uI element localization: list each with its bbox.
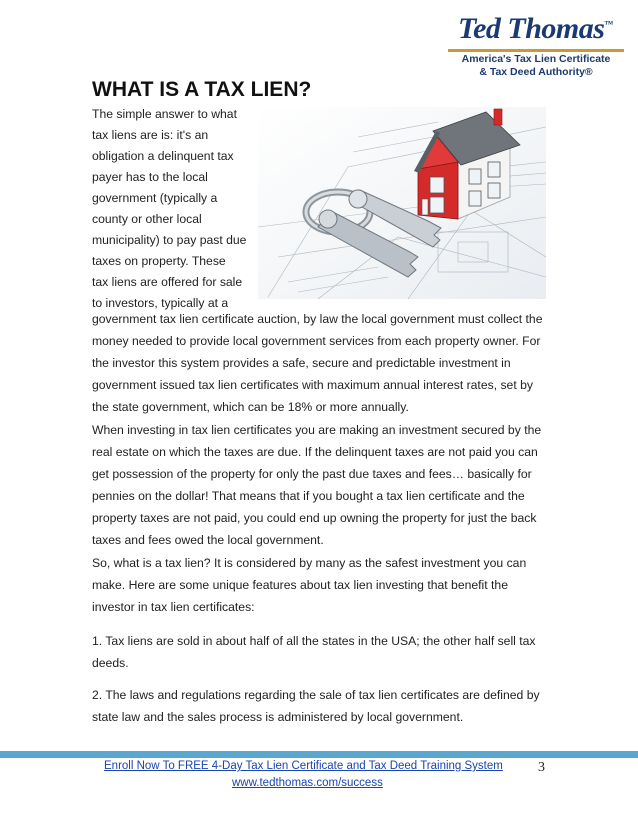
intro-line: county or other local [92,212,202,226]
intro-line: obligation a delinquent tax [92,149,234,163]
ted-thomas-logo [440,10,630,76]
page-number: 3 [538,760,545,775]
intro-line: government (typically a [92,191,218,205]
intro-line: municipality) to pay past due [92,233,247,247]
enroll-link[interactable]: Enroll Now To FREE 4-Day Tax Lien Certificate and Tax Deed Training System [104,760,503,772]
paragraph: When investing in tax lien certificates you are making an investment secured by the real estate on which the taxes are due. If the delinquent taxes are not paid you can get possession of the property for only the past due taxes and fees… basically for pennies on the dollar! That means that if you bought a tax lien certificate and the property taxes are not paid, you could end up owning the property for just the back taxes and fees owed the local government. [92,423,542,547]
intro-line: taxes on property. These [92,254,226,268]
page-title: WHAT IS A TAX LIEN? [92,78,312,101]
logo-name: Ted Thomas™ [458,12,613,45]
website-link[interactable]: www.tedthomas.com/success [232,777,383,789]
paragraph: 1. Tax liens are sold in about half of all the states in the USA; the other half sell tax deeds. [92,634,536,670]
paragraph: 2. The laws and regulations regarding the sale of tax lien certificates are defined by state law and the sales process is administered by local government. [92,688,540,724]
logo-tagline-line1: America's Tax Lien Certificate [461,53,611,65]
logo-tagline-line2: & Tax Deed Authority® [479,66,593,78]
logo-rule [448,49,624,52]
paragraph: So, what is a tax lien? It is considered by many as the safest investment you can make. Here are some unique features about tax lien investing that benefit the investor in tax lien certificates: [92,556,527,614]
footer-bar [0,751,638,758]
paragraph: government tax lien certificate auction, by law the local government must collect the money needed to provide local government services from each property owner. For the investor this system provides a safe, secure and predictable investment in government issued tax lien certificates with maximum annual interest rates, set by the state government, which can be 18% or more annually. [92,312,543,414]
intro-line: payer has to the local [92,170,208,184]
house-keys-image [258,107,546,299]
intro-line: tax liens are offered for sale [92,275,243,289]
intro-line: to investors, typically at a [92,296,229,310]
intro-line: tax liens are is: it's an [92,128,209,142]
intro-line: The simple answer to what [92,107,237,121]
